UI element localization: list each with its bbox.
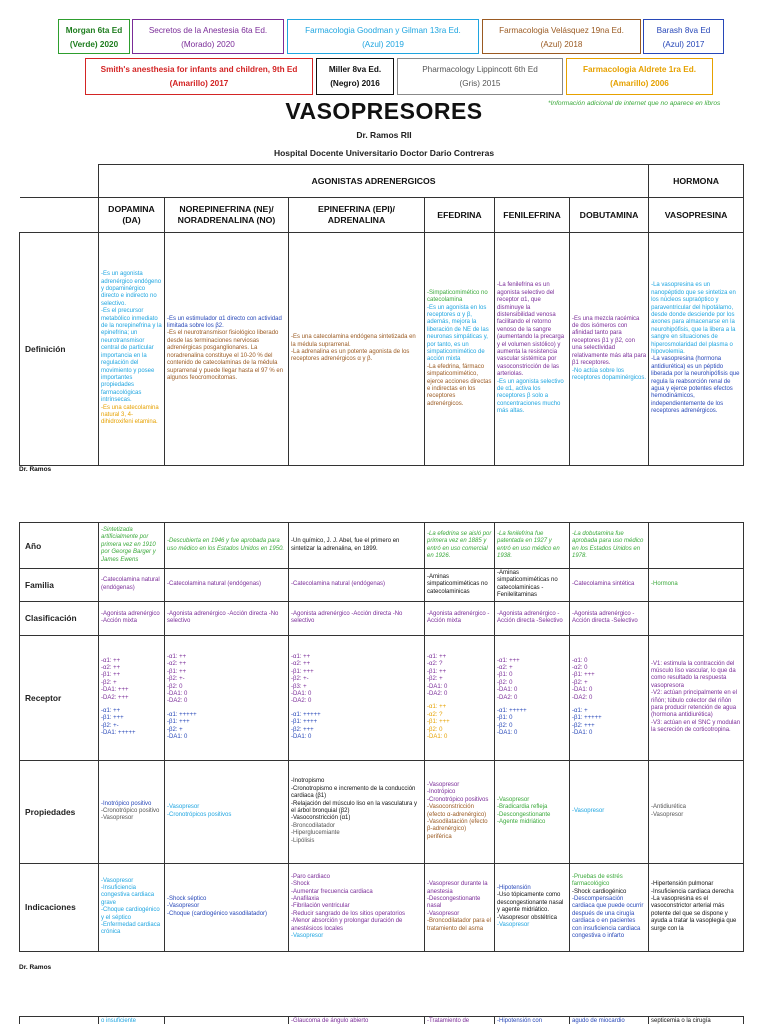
legend-color: (Gris) 2015 (459, 79, 501, 88)
row-label-familia: Familia (20, 569, 99, 602)
receptor-line: -α2: 0 (572, 665, 588, 671)
prop-line: -Bradicardia refleja (497, 804, 548, 811)
internet-note: *Información adicional de internet que no aparece en libros (548, 100, 721, 107)
ind-line: -Vasopresor (291, 933, 324, 940)
cell-receptor-dopamina (99, 635, 165, 760)
receptor-line: -α1: +++++ (497, 708, 527, 715)
ind-line: -Hipotensión (497, 884, 531, 891)
row-label-indicaciones: Indicaciones (20, 863, 99, 951)
receptor-line: -DA1: 0 (167, 690, 188, 697)
legend-miller (316, 58, 394, 95)
prop-line: -Agente midriático (497, 819, 546, 826)
legend-color: (Morado) 2020 (181, 40, 235, 49)
cell-frag-efedrina: -Tratamiento de (425, 1017, 495, 1024)
cell-familia-dopamina: -Catecolamina natural (endógenas) (99, 569, 165, 602)
cell-def-efedrina (425, 233, 495, 466)
cell-text: -Es el neurotransmisor fisiológico liberado desde las terminaciones nerviosas adrenérgicas posganglionares. La noradrenalina constituye el 10-20 % del contenido de catecolaminas de la médula suprarrenal y puede llegar hasta el 97 % en algunos feocromocitomas. (167, 330, 284, 381)
ind-line: -Choque (cardiogénico vasodilatador) (167, 910, 268, 917)
cell-text: -La fenilefrina es un agonista selectivo del receptor α1, que disminuye la distensibilidad venosa facilitando el retorno venoso de la sangre (aumentando la precarga y el volumen sistólico) y aumenta la resistencia vascular sistémica por vasoconstricción de las arteriolas. (497, 282, 565, 378)
receptor-line: -DA1: 0 (427, 683, 448, 690)
prop-line: -Vasopresor (572, 807, 605, 814)
cell-clasif-epinefrina: -Agonista adrenérgico -Acción directa -No selectivo (289, 601, 425, 635)
ind-line: -Shock cardiogénico (572, 888, 627, 895)
receptor-line: -DA1: 0 (572, 687, 593, 694)
receptor-line: -β1: +++ (291, 668, 314, 675)
receptor-line: -β1: +++ (427, 719, 450, 726)
cell-clasif-dobutamina: -Agonista adrenérgico -Acción directa -Selectivo (570, 601, 649, 635)
legend-aldrete (566, 58, 713, 95)
cell-frag-epinefrina: -Glaucoma de ángulo abierto (289, 1017, 425, 1024)
cell-ind-vasopresina (649, 863, 744, 951)
receptor-line: -β1: ++ (167, 668, 187, 675)
ind-line: -Paro cardiaco (291, 873, 331, 880)
legend-name: Barash 8va Ed (656, 26, 711, 35)
receptor-line: -DA1: +++++ (101, 730, 136, 737)
row-label-receptor: Receptor (20, 635, 99, 760)
cell-prop-efedrina (425, 760, 495, 863)
prop-line: -Inotrópico positivo (101, 800, 152, 807)
prop-line: -Vasopresor (497, 796, 530, 803)
ind-line: -Anafilaxia (291, 896, 320, 903)
receptor-line: -α1: ++ (101, 657, 121, 664)
cell-clasif-efedrina: -Agonista adrenérgico -Acción mixta (425, 601, 495, 635)
cell-text: -Es una mezcla racémica de dos isómeros con afinidad tanto para receptores β1 y β2, con una selectividad relativamente más alta para β1 receptores. (572, 315, 647, 367)
ind-line: -Enfermedad cardiaca crónica (101, 921, 161, 936)
cell-receptor-epinefrina (289, 635, 425, 760)
cell-prop-vasopresina (649, 760, 744, 863)
cell-text: -Simpaticomimético no catecolamina (427, 289, 488, 304)
cell-familia-fenilefrina: -Aminas simpaticomiméticas no catecolaminicas -Fenilelitaminas (495, 569, 570, 602)
receptor-line: -DA2: 0 (572, 694, 593, 701)
receptor-line: -α1: ++ (101, 708, 121, 715)
ind-line: -Vasopresor (167, 903, 200, 910)
receptor-line: -β1: ++ (101, 672, 121, 679)
cell-prop-dobutamina (570, 760, 649, 863)
receptor-line: -α1: ++ (427, 704, 447, 711)
cell-clasif-vasopresina (649, 601, 744, 635)
cell-receptor-norepinefrina (165, 635, 289, 760)
ind-line: -Shock (291, 881, 310, 888)
receptor-line: -β1: +++ (572, 672, 595, 679)
receptor-line: -β2: 0 (497, 722, 513, 729)
legend-secretos (132, 19, 284, 54)
receptor-line: -β2: +++ (572, 722, 595, 729)
prop-line: -Inotrópico (427, 789, 456, 796)
prop-line: -Antidiurética (651, 804, 687, 811)
row-label-clasificacion: Clasificación (20, 601, 99, 635)
cell-ano-fenilefrina: -La fenilefrina fue patentada en 1927 y entró en uso médico en 1938. (495, 523, 570, 569)
receptor-line: -β2: + (427, 676, 443, 683)
receptor-line: -α1: + (572, 708, 588, 715)
vasopressor-table-definitions (19, 164, 744, 466)
prop-line: -Inotropismo (291, 778, 325, 785)
ind-line: -Broncodilatador para el tratamiento del asma (427, 918, 492, 932)
receptor-line: -DA2: 0 (167, 698, 188, 705)
cell-prop-epinefrina (289, 760, 425, 863)
receptor-line: -α2: ++ (101, 665, 121, 671)
ind-line: -Vasopresor durante la anestesia (427, 881, 488, 895)
legend-velasquez (482, 19, 641, 54)
receptor-line: -α1: +++ (497, 657, 520, 664)
receptor-line: -α1: +++++ (291, 711, 321, 718)
cell-text: -No actúa sobre los receptores dopaminérgicos. (572, 367, 647, 381)
ind-line: -Menor absorción y prolongar duración de anestésicos locales (291, 918, 403, 932)
prop-line: -Cronotropismo e incremento de la conducción cardiaca (β1) (291, 785, 416, 800)
ind-line: -Descompensación cardiaca que puede ocurrir después de una cirugía cardiaca o en pacientes con insuficiencia cardiaca congestiva o infarto (572, 896, 644, 940)
group-header-agonists: AGONISTAS ADRENERGICOS (99, 165, 649, 198)
cell-ano-efedrina: -La efedrina se aisló por primera vez en 1885 y entró en uso comercial en 1926. (425, 523, 495, 569)
receptor-line: -DA1: +++ (101, 687, 129, 694)
col-dopamina: DOPAMINA (DA) (99, 198, 165, 233)
legend-lippincott (397, 58, 563, 95)
col-epinefrina: EPINEFRINA (EPI)/ ADRENALINA (289, 198, 425, 233)
cell-text: -Es un agonista en los receptores α y β, además, mejora la liberación de NE de las neuronas simpáticas y, por tanto, es un simpaticomimético de acción mixta (427, 304, 489, 363)
col-efedrina: EFEDRINA (425, 198, 495, 233)
cell-ind-dobutamina (570, 863, 649, 951)
vasopressor-table-continued (19, 1016, 744, 1024)
receptor-line: -β2: 0 (167, 683, 183, 690)
page-footer: Dr. Ramos (19, 964, 52, 971)
col-fenilefrina: FENILEFRINA (495, 198, 570, 233)
cell-ano-dobutamina: -La dobutamina fue aprobada para uso médico en los Estados Unidos en 1978. (570, 523, 649, 569)
ind-line: -Choque cardiogénico y el séptico (101, 907, 160, 921)
cell-def-fenilefrina (495, 233, 570, 466)
row-label-definicion: Definición (20, 233, 99, 466)
receptor-line: -α1: ++ (427, 653, 447, 660)
receptor-line: -α1: ++ (167, 653, 187, 660)
legend-color: (Azul) 2018 (540, 40, 583, 49)
legend-name: Farmacologia Velásquez 19na Ed. (499, 26, 624, 35)
col-dobutamina: DOBUTAMINA (570, 198, 649, 233)
ind-line: -Hipertensión pulmonar (651, 881, 714, 888)
receptor-line: -α2: ? (427, 711, 443, 718)
legend-morgan (58, 19, 130, 54)
receptor-line: -β1: +++++ (572, 715, 602, 722)
cell-text: -Es un estimulador α1 directo con actividad limitada sobre los β2. (167, 315, 282, 330)
ind-line: -Fibrilación ventricular (291, 903, 350, 910)
col-norepinefrina: NOREPINEFRINA (NE)/ NORADRENALINA (NO) (165, 198, 289, 233)
cell-familia-dobutamina: -Catecolamina sintética (570, 569, 649, 602)
cell-def-vasopresina (649, 233, 744, 466)
hospital: Hospital Docente Universitario Doctor Dario Contreras (273, 148, 495, 158)
cell-receptor-dobutamina (570, 635, 649, 760)
receptor-line: -DA1: 0 (497, 730, 518, 737)
receptor-line: -DA2: 0 (291, 698, 312, 705)
cell-clasif-dopamina: -Agonista adrenérgico -Acción mixta (99, 601, 165, 635)
ind-line: -Vasopresor obstétrica (497, 914, 557, 921)
cell-text: -Es una catecolamina endógena sintetizada en la médula suprarrenal. (291, 334, 416, 348)
row-label-propiedades: Propiedades (20, 760, 99, 863)
ind-line: -Insuficiencia congestiva cardiaca grave (101, 884, 155, 906)
legend-name: Miller 8va Ed. (328, 65, 382, 74)
cell-text: -Es un agonista selectivo de α1, activa los receptores β solo a concentraciones mucho más altas. (497, 378, 564, 415)
prop-line: -Vasopresor (167, 804, 200, 811)
prop-line: -Vasoconstricción (α1) (291, 815, 351, 822)
receptor-line: -DA1: 0 (291, 690, 312, 697)
cell-frag-vasopresina: septicemia o la cirugía (649, 1017, 744, 1024)
cell-frag-norepinefrina (165, 1017, 289, 1024)
vasopressor-table-details (19, 522, 744, 952)
prop-line: -Hiperglucemiante (291, 830, 340, 837)
cell-def-epinefrina (289, 233, 425, 466)
receptor-line: -DA1: 0 (572, 730, 593, 737)
legend-color: (Azul) 2017 (662, 40, 705, 49)
receptor-line: -α2: ++ (291, 661, 311, 668)
prop-line: -Descongestionante (497, 811, 551, 818)
receptor-line: -α1: 0 (572, 657, 588, 664)
receptor-line: -α1: ++ (291, 653, 311, 660)
prop-line: -Cronotrópico positivo (101, 807, 160, 814)
cell-ind-fenilefrina (495, 863, 570, 951)
row-label-ano: Año (20, 523, 99, 569)
receptor-line: -β2: +- (167, 676, 185, 683)
legend-name: Farmacologia Goodman y Gilman 13ra Ed. (305, 26, 461, 35)
receptor-line: -β2: +- (101, 722, 119, 729)
group-header-hormone: HORMONA (649, 165, 744, 198)
cell-def-norepinefrina (165, 233, 289, 466)
cell-text: -Es un agonista adrenérgico endógeno y dopaminérgico directo e indirecto no selectivo. (101, 271, 162, 307)
receptor-line: -DA2: +++ (101, 694, 129, 701)
receptor-line: -β3: + (291, 683, 307, 690)
cell-prop-fenilefrina (495, 760, 570, 863)
legend-goodman (287, 19, 479, 54)
cell-clasif-fenilefrina: -Agonista adrenérgico -Acción directa -Selectivo (495, 601, 570, 635)
cell-ano-norepinefrina: -Descubierta en 1946 y fue aprobada para uso médico en los Estados Unidos en 1950. (165, 523, 289, 569)
cell-frag-fenilefrina: -Hipotensión con (495, 1017, 570, 1024)
receptor-line: -β1: ++++ (291, 719, 318, 726)
receptor-line: -α2: ++ (167, 661, 187, 668)
cell-ano-epinefrina: -Un químico, J. J. Abel, fue el primero en sintetizar la adrenalina, en 1899. (289, 523, 425, 569)
cell-clasif-norepinefrina: -Agonista adrenérgico -Acción directa -No selectivo (165, 601, 289, 635)
legend-name: Smith's anesthesia for infants and children, 9th Ed (100, 65, 298, 74)
legend-color: (Amarillo) 2017 (169, 79, 229, 88)
cell-receptor-efedrina (425, 635, 495, 760)
legend-smith (85, 58, 313, 95)
ind-line: -Vasopresor (101, 877, 134, 884)
cell-text: -La vasopresina (hormona antidiurética) es un péptido liberada por la neurohipófisis que regula la reabsorción renal de agua y ejerce potentes efectos hemodinámicos, independientemente de los receptores adrenérgicos. (651, 356, 740, 415)
cell-prop-dopamina (99, 760, 165, 863)
cell-text: -Es el precursor metabólico inmediato de la norepinefrina y la epinefrina; un neurotransmisor central de particular importancia en la regulación del movimiento y posee importantes propiedades farmacológicas intrínsecas. (101, 308, 162, 404)
receptor-line: -β1: +++ (101, 715, 124, 722)
empty-corner (20, 165, 99, 198)
prop-line: -Cronotrópicos positivos (167, 811, 232, 818)
prop-line: -Lipólisis (291, 837, 315, 844)
legend-color: (Negro) 2016 (330, 79, 380, 88)
receptor-line: -DA1: 0 (167, 733, 188, 740)
cell-frag-label (20, 1017, 99, 1024)
cell-frag-dopamina: o insuficiente (99, 1017, 165, 1024)
receptor-line: -DA2: 0 (497, 694, 518, 701)
ind-line: -Insuficiencia cardiaca derecha (651, 888, 734, 895)
prop-line: -Vasopresor (427, 782, 460, 788)
receptor-line: -β1: +++ (167, 719, 190, 726)
receptor-line: -β2: 0 (427, 726, 443, 733)
legend-color: (Verde) 2020 (69, 40, 119, 49)
receptor-line: -β1: ++ (427, 668, 447, 675)
cell-ind-dopamina (99, 863, 165, 951)
receptor-line: -V2: actúan principalmente en el riñón; túbulo colector del riñón para producir retención de agua (hormona antidiurética) (651, 690, 738, 719)
receptor-line: -α1: +++++ (167, 711, 197, 718)
cell-familia-epinefrina: -Catecolamina natural (endógenas) (289, 569, 425, 602)
prop-line: -Cronotrópico positivos (427, 796, 489, 803)
receptor-line: -β1: 0 (497, 672, 513, 679)
legend-name: Farmacologia Aldrete 1ra Ed. (583, 65, 696, 74)
cell-receptor-vasopresina (649, 635, 744, 760)
receptor-line: -DA2: 0 (427, 690, 448, 697)
receptor-line: -β2: + (572, 679, 588, 686)
cell-ind-epinefrina (289, 863, 425, 951)
cell-frag-dobutamina: agudo de miocardio (570, 1017, 649, 1024)
cell-text: -La adrenalina es un potente agonista de los receptores adrenérgicos α y β. (291, 349, 410, 363)
ind-line: -Shock séptico (167, 896, 207, 903)
cell-def-dobutamina (570, 233, 649, 466)
cell-text: -Es una catecolamina natural 3, 4- dihidroxifeni etamina. (101, 404, 159, 426)
receptor-line: -DA1: 0 (497, 687, 518, 694)
ind-line: -Reducir sangrado de los sitios operatorios (291, 910, 406, 917)
prop-line: -Vasopresor (101, 815, 134, 822)
cell-familia-vasopresina: -Hormona (649, 569, 744, 602)
ind-line: -Aumentar frecuencia cardiaca (291, 888, 373, 895)
cell-def-dopamina (99, 233, 165, 466)
receptor-line: -β2: +++ (291, 726, 314, 733)
receptor-line: -β2: + (167, 726, 183, 733)
ind-line: -Uso tópicamente como descongestionante nasal y agente midriático. (497, 892, 564, 914)
cell-text: -La efedrina, fármaco simpaticomimético, ejerce acciones directas e indirectas en los receptores adrenérgicos. (427, 363, 492, 407)
receptor-line: -β2: 0 (497, 679, 513, 686)
receptor-line: -β2: +- (291, 676, 309, 683)
col-vasopresina: VASOPRESINA (649, 198, 744, 233)
legend-name: Secretos de la Anestesia 6ta Ed. (148, 26, 268, 35)
cell-text: -La vasopresina es un nanopéptido que se sintetiza en los núcleos supraóptico y paraventricular del hipotálamo, desde donde desciende por los axones para almacenarse en la neurohipófisis, que la libera a la sangre en situaciones de hiperosmolaridad del plasma o hipovolemia. (651, 282, 736, 355)
legend-name: Morgan 6ta Ed (65, 26, 123, 35)
empty-corner (20, 198, 99, 233)
prop-line: -Vasopresor (651, 811, 684, 818)
page-title: VASOPRESORES (285, 98, 483, 124)
cell-familia-norepinefrina: -Catecolamina natural (endógenas) (165, 569, 289, 602)
ind-line: -La vasopresina es el vasoconstrictor arterial más potente del que se dispone y ayuda a tratar la vasoplegia que surge con la (651, 896, 737, 932)
cell-ind-efedrina (425, 863, 495, 951)
receptor-line: -V3: actúan en el SNC y modulan la secreción de corticotropina. (651, 719, 741, 734)
cell-receptor-fenilefrina (495, 635, 570, 760)
receptor-line: -β2: + (101, 679, 117, 686)
prop-line: -Broncodilatador (291, 822, 336, 829)
ind-line: -Descongestionante nasal (427, 896, 481, 910)
receptor-line: -α2: + (497, 665, 513, 671)
receptor-line: -DA1: 0 (291, 733, 312, 740)
receptor-line: -V1: estimula la contracción del músculo liso vascular, lo que da como resultado la respuesta vasopresora (651, 660, 736, 689)
prop-line: -Vasoconstricción (efecto α-adrenérgico) (427, 804, 487, 818)
cell-ano-dopamina: -Sintetizada artificialmente por primera vez en 1910 por George Barger y James Ewens (99, 523, 165, 569)
ind-line: -Vasopresor (497, 921, 530, 928)
legend-barash (643, 19, 724, 54)
receptor-line: -β1: 0 (497, 715, 513, 722)
cell-ind-norepinefrina (165, 863, 289, 951)
cell-familia-efedrina: -Aminas simpaticomiméticas no catecolaminicas (425, 569, 495, 602)
legend-name: Pharmacology Lippincott 6th Ed (422, 65, 538, 74)
page-footer: Dr. Ramos (19, 466, 52, 473)
receptor-line: -DA1: 0 (427, 733, 448, 740)
ind-line: -Vasopresor (427, 910, 460, 917)
prop-line: -Relajación del músculo liso en la vasculatura y el árbol bronquial (β2) (291, 800, 418, 814)
legend-color: (Amarillo) 2006 (610, 79, 669, 88)
ind-line: -Pruebas de estrés farmacológico (572, 873, 623, 888)
cell-prop-norepinefrina (165, 760, 289, 863)
cell-ano-vasopresina (649, 523, 744, 569)
prop-line: -Vasodilatación (efecto β-adrenérgico) periférica (427, 819, 488, 840)
author: Dr. Ramos RII (356, 130, 412, 140)
receptor-line: -α2: ? (427, 661, 443, 668)
legend-color: (Azul) 2019 (362, 40, 404, 49)
